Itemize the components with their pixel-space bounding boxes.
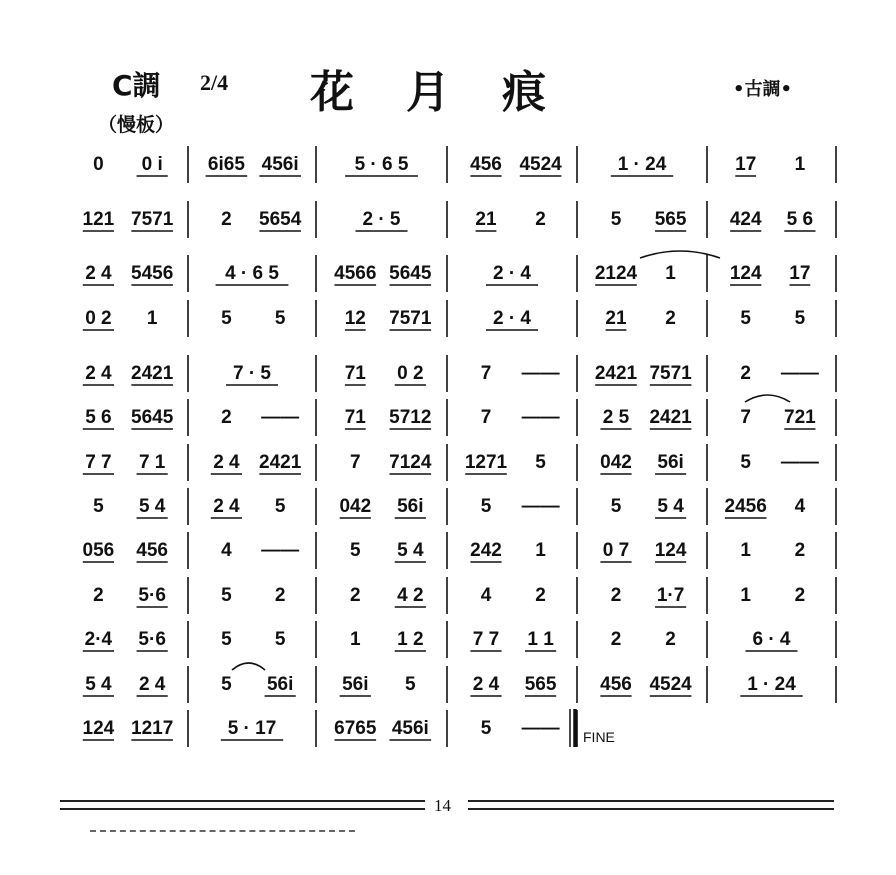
tempo-mark: （慢板） — [98, 114, 175, 136]
note-token: 0 2 — [85, 308, 112, 329]
note-token: —— — [780, 363, 819, 384]
note-token: 2 4 — [85, 363, 112, 384]
note-token: 056 — [82, 540, 115, 561]
note-token: 042 — [600, 452, 632, 473]
note-token: —— — [521, 407, 560, 428]
note-token: 2 — [610, 629, 622, 650]
note-token: 2 — [535, 585, 546, 606]
note-token: 5 — [794, 308, 806, 329]
note-token: 2·4 — [84, 629, 113, 650]
note-token: 4 — [221, 540, 232, 561]
note-token: 1 2 — [397, 629, 424, 650]
note-token: 2 5 — [602, 407, 630, 428]
note-token: —— — [261, 407, 300, 428]
note-token: 0 2 — [397, 363, 424, 384]
note-token: 2 — [794, 585, 806, 606]
note-token: 5 4 — [85, 674, 112, 695]
note-token: 5 — [740, 452, 751, 473]
note-token: 5 — [480, 718, 492, 739]
note-token: 5654 — [259, 209, 302, 230]
note-token: 0 7 — [602, 540, 630, 561]
note-token: 2 — [93, 585, 104, 606]
note-token: 1 — [535, 540, 546, 561]
note-token: 5 4 — [657, 496, 684, 517]
note-token: 1 1 — [527, 629, 554, 650]
note-token: —— — [261, 540, 300, 561]
note-token: 7 · 5 — [232, 363, 272, 384]
footer-rule-left — [60, 800, 425, 810]
note-token: 6 · 4 — [752, 629, 791, 650]
note-token: 5 — [221, 629, 232, 650]
note-token: 71 — [344, 407, 366, 428]
note-token: —— — [521, 363, 560, 384]
slur — [745, 395, 790, 402]
note-token: 21 — [475, 209, 497, 230]
note-token: 2456 — [724, 496, 767, 517]
note-token: —— — [521, 496, 560, 517]
note-token: 2 · 5 — [362, 209, 401, 230]
note-token: 4 — [794, 496, 806, 517]
note-token: 2 4 — [213, 496, 240, 517]
note-token: 2421 — [594, 363, 638, 384]
note-token: 7571 — [131, 209, 174, 230]
note-token: 1 — [350, 629, 361, 650]
note-token: 7 — [350, 452, 361, 473]
note-token: 7571 — [649, 363, 692, 384]
note-token: —— — [521, 718, 560, 739]
note-token: 456i — [391, 718, 429, 739]
note-token: 456 — [136, 540, 169, 561]
note-token: 5 — [221, 674, 232, 695]
note-token: 565 — [524, 674, 557, 695]
note-token: 5 — [610, 209, 622, 230]
note-token: 0 i — [141, 154, 163, 175]
note-token: 5·6 — [138, 629, 166, 650]
note-token: 2 — [350, 585, 361, 606]
note-token: 5 4 — [138, 496, 166, 517]
slur — [640, 251, 720, 258]
note-token: 7571 — [389, 308, 432, 329]
style-mark: •古調• — [733, 79, 793, 100]
page-number: 14 — [434, 796, 451, 815]
note-token: 5 — [405, 674, 416, 695]
note-token: 5 — [274, 629, 286, 650]
note-token: 56i — [657, 452, 684, 473]
note-token: 7 7 — [472, 629, 500, 650]
note-token: 6765 — [334, 718, 377, 739]
note-token: 5 — [350, 540, 361, 561]
note-token: 1 — [665, 263, 676, 284]
footer-rule-right — [468, 800, 834, 810]
note-token: 2421 — [131, 363, 174, 384]
note-token: 456i — [261, 154, 299, 175]
key-signature: C調 — [112, 69, 161, 102]
note-token: 242 — [470, 540, 502, 561]
note-token: 4566 — [334, 263, 377, 284]
note-token: 721 — [784, 407, 816, 428]
note-token: 5 — [610, 496, 622, 517]
note-token: 5 4 — [397, 540, 424, 561]
note-token: 56i — [266, 674, 294, 695]
note-token: 042 — [339, 496, 372, 517]
note-token: 1 — [146, 308, 158, 329]
note-token: 2124 — [594, 263, 638, 284]
note-token: 2 — [665, 629, 676, 650]
note-token: 56i — [342, 674, 369, 695]
note-token: 1 · 24 — [617, 154, 667, 175]
note-token: 5 — [535, 452, 546, 473]
note-token: 0 — [93, 154, 104, 175]
note-token: 17 — [735, 154, 757, 175]
note-token: 424 — [729, 209, 762, 230]
note-token: 2 — [221, 209, 232, 230]
note-token: 5 — [740, 308, 751, 329]
note-token: 2 — [740, 363, 751, 384]
note-token: 124 — [82, 718, 115, 739]
note-token: 17 — [789, 263, 811, 284]
note-token: 2 4 — [213, 452, 240, 473]
note-token: 7 7 — [85, 452, 112, 473]
note-token: 5712 — [389, 407, 432, 428]
note-token: 2 · 4 — [492, 308, 532, 329]
note-token: 5645 — [131, 407, 174, 428]
note-token: 2 — [535, 209, 546, 230]
note-token: 2 4 — [472, 674, 500, 695]
note-token: 5645 — [389, 263, 432, 284]
note-token: 5 6 — [786, 209, 814, 230]
footer-smudge — [90, 830, 355, 836]
note-token: 5 6 — [85, 407, 112, 428]
note-token: 124 — [654, 540, 687, 561]
note-token: 5456 — [131, 263, 174, 284]
note-token: 1271 — [464, 452, 508, 473]
note-token: 5 — [274, 496, 286, 517]
slur — [232, 663, 265, 670]
note-token: 2 4 — [138, 674, 166, 695]
note-token: 1 · 24 — [747, 674, 796, 695]
note-token: 2 — [665, 308, 676, 329]
note-token: 7 — [740, 407, 751, 428]
note-token: 7 1 — [138, 452, 166, 473]
note-token: —— — [780, 452, 819, 473]
note-token: 5 — [221, 308, 232, 329]
note-token: 1·7 — [656, 585, 685, 606]
note-token: 2 — [794, 540, 806, 561]
note-token: 4 — [480, 585, 492, 606]
note-token: 56i — [397, 496, 424, 517]
time-signature: 2/4 — [200, 70, 229, 95]
note-token: 5 · 6 5 — [354, 154, 409, 175]
page-title: 花月痕 — [310, 67, 598, 118]
note-token: 4524 — [649, 674, 692, 695]
note-token: 1 — [740, 585, 751, 606]
note-token: 1 — [740, 540, 751, 561]
note-token: 2421 — [259, 452, 302, 473]
note-token: 7 — [480, 363, 492, 384]
note-token: 5 · 17 — [227, 718, 277, 739]
note-token: 4 2 — [397, 585, 424, 606]
note-token: 2 4 — [85, 263, 112, 284]
note-token: 456 — [600, 674, 632, 695]
note-token: 1217 — [131, 718, 174, 739]
note-token: 124 — [729, 263, 762, 284]
note-token: 5 — [274, 308, 286, 329]
note-token: 2 — [274, 585, 286, 606]
note-token: 2421 — [649, 407, 692, 428]
note-token: 2 — [221, 407, 232, 428]
note-token: 5 — [221, 585, 232, 606]
note-token: 456 — [470, 154, 502, 175]
note-token: 2 · 4 — [492, 263, 532, 284]
note-token: 4 · 6 5 — [225, 263, 279, 284]
note-token: 121 — [82, 209, 115, 230]
note-token: 12 — [344, 308, 366, 329]
note-token: 71 — [344, 363, 366, 384]
note-token: 2 — [610, 585, 622, 606]
note-token: 5·6 — [138, 585, 166, 606]
note-token: 4524 — [519, 154, 562, 175]
note-token: 565 — [654, 209, 687, 230]
note-token: 21 — [605, 308, 627, 329]
note-token: 1 — [794, 154, 806, 175]
note-token: 6i65 — [207, 154, 245, 175]
note-token: 5 — [480, 496, 492, 517]
note-token: 7 — [480, 407, 492, 428]
fine-label: FINE — [583, 729, 615, 745]
note-token: 5 — [93, 496, 104, 517]
note-token: 7124 — [389, 452, 432, 473]
